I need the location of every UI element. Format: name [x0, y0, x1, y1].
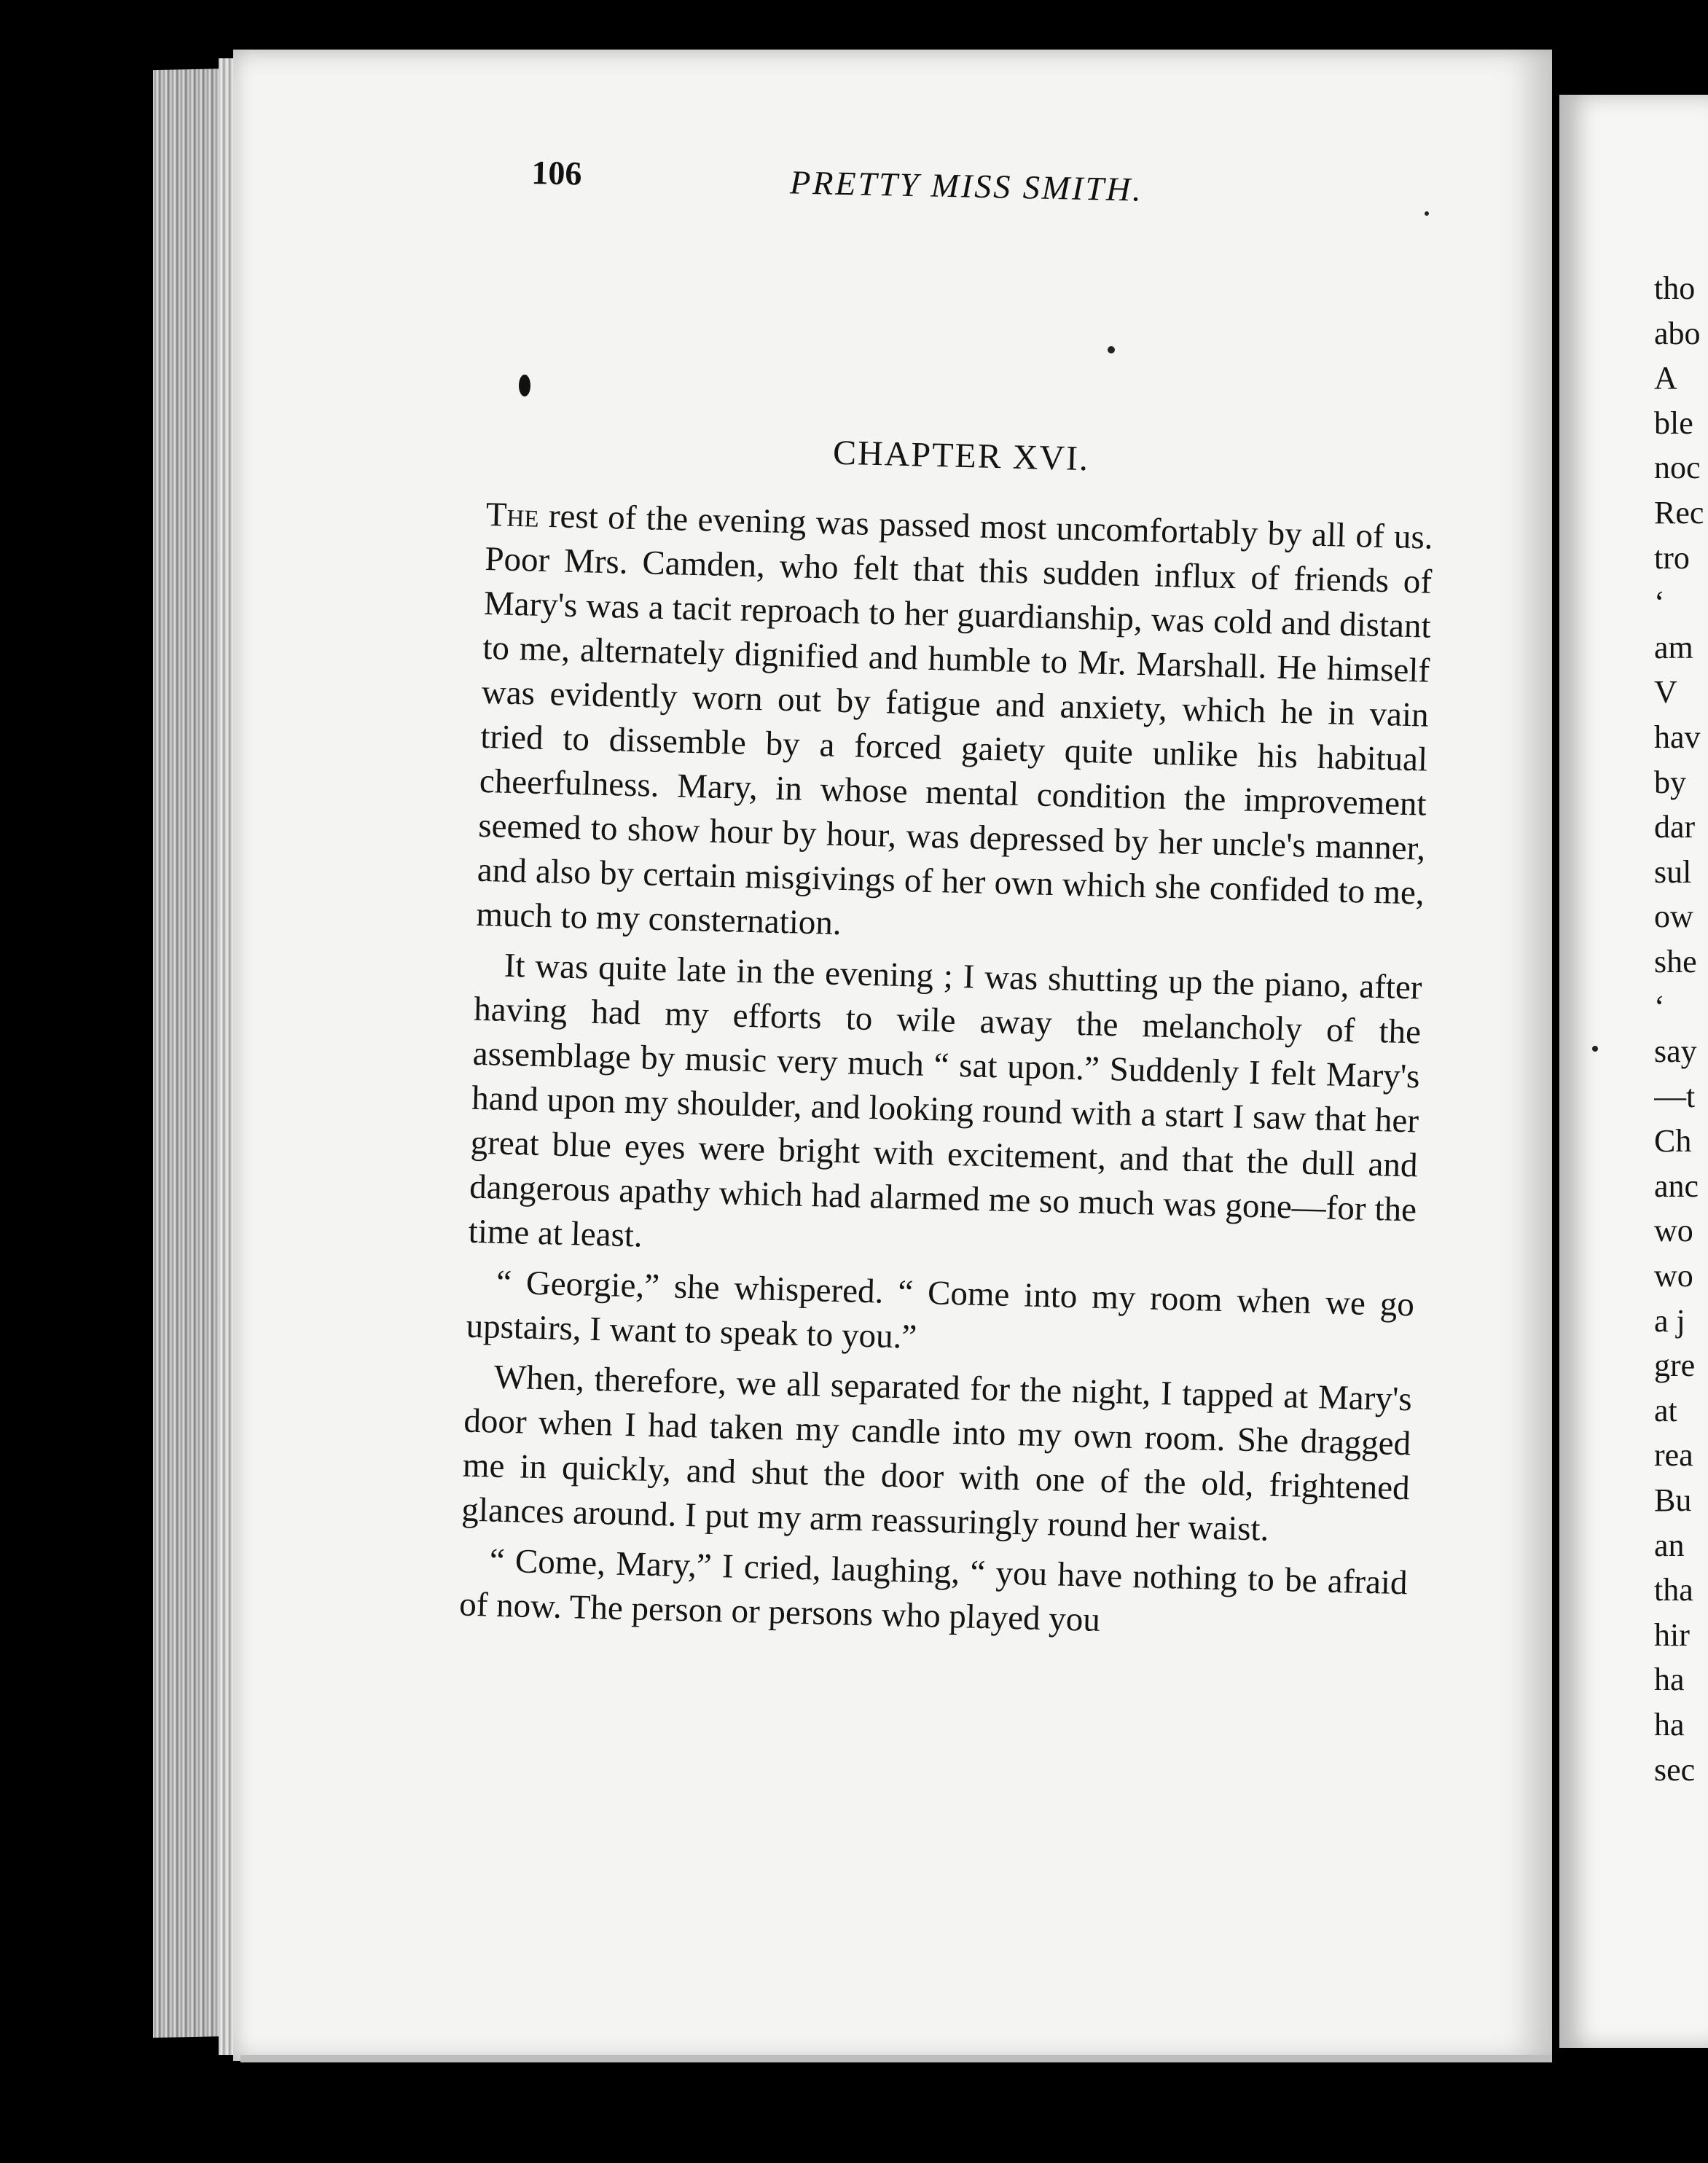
right-page-line: V	[1654, 674, 1677, 711]
right-page-line: ‘	[1654, 988, 1665, 1025]
right-page-line: wo	[1654, 1213, 1693, 1249]
right-page-line: dar	[1654, 809, 1696, 845]
right-page-line: a j	[1654, 1302, 1685, 1339]
right-page-line: abo	[1654, 315, 1701, 351]
paragraph-text: rest of the evening was passed most uncomfortably by all of us. Poor Mrs. Camden, who felt that this sudden influx of friends of Mary's was a tacit reproach to her guardianship, was cold and distant to me, alternately dignified and humble to Mr. Marshall. He himself was evidently worn out by fatigue and anxiety, which he in vain tried to dissemble by a forced gaiety quite unlike his habitual cheerfulness. Mary, in whose mental condition the improvement seemed to show hour by hour, was depressed by her uncle's manner, and also by certain misgivings of her own which she confided to me, much to my consternation.	[475, 496, 1434, 943]
paragraph: It was quite late in the evening ; I was shutting up the piano, after having had my efforts to wile away the melancholy of the assemblage by music very much “ sat upon.” Suddenly I felt Mary's hand upon my shoulder, and looking round with a start I saw that her great blue eyes were bright with excitement, and that the dull and dangerous apathy which had alarmed me so much was gone—for the time at least.	[468, 946, 1423, 1255]
right-page-line: by	[1654, 764, 1686, 800]
right-page-line: ha	[1654, 1707, 1685, 1742]
right-page-line: hav	[1654, 719, 1701, 755]
chapter-title: CHAPTER XVI.	[832, 433, 1090, 479]
right-page-line: tro	[1654, 539, 1690, 576]
paragraph: “ Georgie,” she whispered. “ Come into my room when we go upstairs, I want to speak to you.”	[466, 1263, 1415, 1356]
right-page-line: rea	[1654, 1437, 1693, 1474]
right-page-line: noc	[1654, 450, 1701, 486]
page-bottom-edge	[240, 2055, 1552, 2062]
ink-blot-mark	[519, 375, 530, 396]
paragraph-lead-word: The	[485, 495, 540, 535]
right-page-line: she	[1654, 943, 1697, 979]
right-page-line: at	[1654, 1392, 1677, 1428]
right-page-line: Rec	[1654, 494, 1704, 531]
dust-speck	[1592, 1046, 1598, 1052]
right-page-line: ow	[1654, 899, 1693, 935]
running-title: PRETTY MISS SMITH.	[789, 163, 1144, 208]
paragraph: “ Come, Mary,” I cried, laughing, “ you have nothing to be afraid of now. The person or persons who played you	[458, 1541, 1409, 1640]
page-body	[458, 423, 1435, 1656]
right-page-line: am	[1654, 629, 1693, 665]
right-page-text-fragments	[1654, 266, 1708, 1792]
right-page-line: hir	[1654, 1616, 1690, 1653]
right-page-line: —t	[1654, 1078, 1696, 1114]
paragraph	[476, 493, 1434, 961]
page-number: 106	[530, 153, 582, 192]
right-page-line: ‘	[1654, 584, 1665, 621]
right-page-line: an	[1654, 1527, 1685, 1563]
right-page-line: Ch	[1654, 1123, 1692, 1159]
right-page-line: A	[1654, 360, 1677, 396]
right-page-line: sec	[1654, 1751, 1696, 1788]
right-page-line: gre	[1654, 1348, 1696, 1384]
paragraph: When, therefore, we all separated for the night, I tapped at Mary's door when I had taken my candle into my own room. She dragged me in quickly, and shut the door with one of the old, frightened glances around. I put my arm reassuringly round her waist.	[461, 1358, 1413, 1549]
right-page-line: ble	[1654, 404, 1693, 441]
right-page-line: tho	[1654, 270, 1696, 306]
right-page-line: sul	[1654, 853, 1692, 890]
dust-speck	[1108, 346, 1115, 353]
right-page-line: say	[1654, 1033, 1697, 1070]
right-page-line: tha	[1654, 1572, 1693, 1608]
right-page-line: anc	[1654, 1167, 1699, 1204]
right-page-line: Bu	[1654, 1482, 1692, 1519]
right-page-line: ha	[1654, 1662, 1685, 1698]
dust-speck	[1425, 211, 1429, 216]
right-page-line: wo	[1654, 1258, 1693, 1294]
